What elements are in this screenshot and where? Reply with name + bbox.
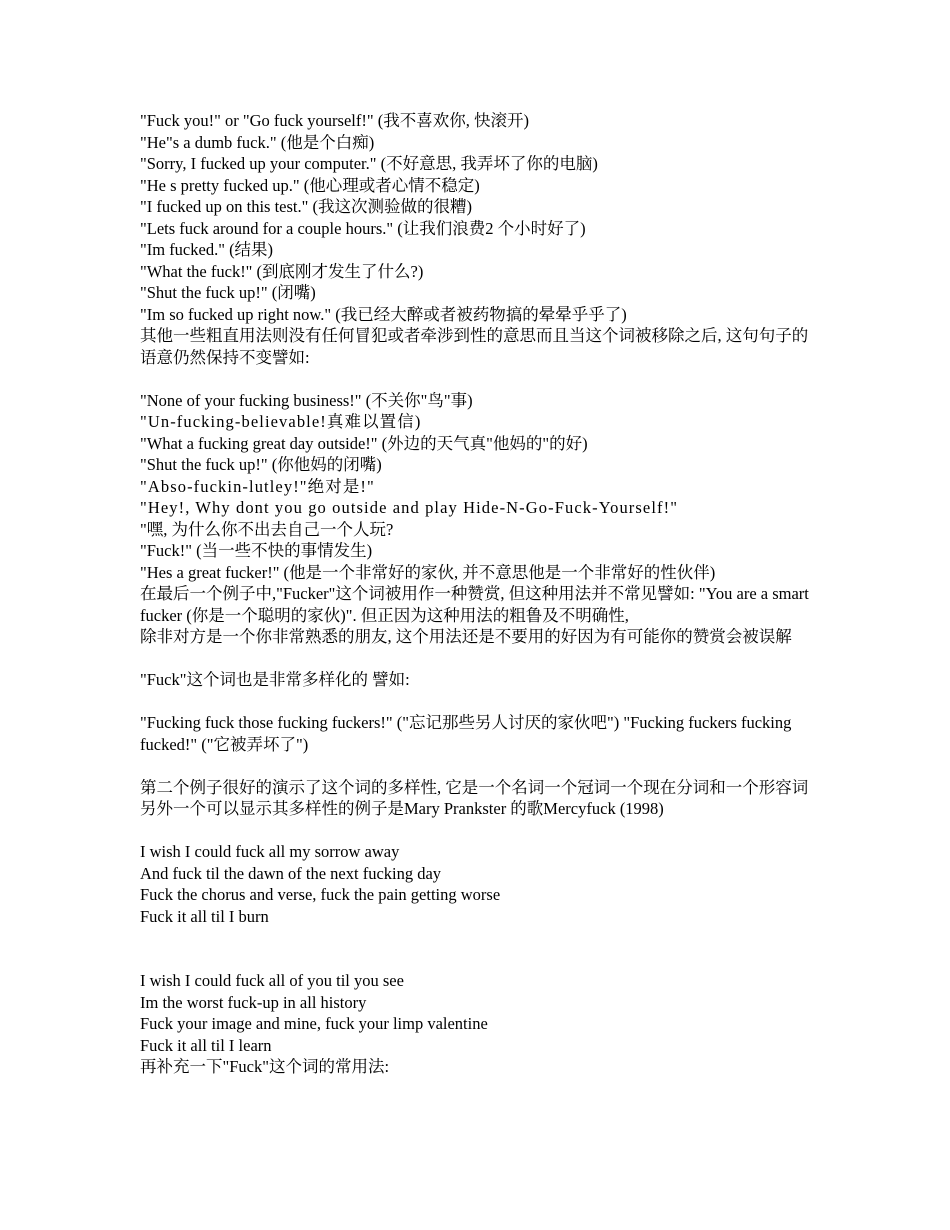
example-line: "Fuck you!" or "Go fuck yourself!" (我不喜欢你, 快滚开): [140, 111, 529, 130]
blank-line: [140, 368, 820, 390]
lyric-line: Fuck your image and mine, fuck your limp valentine: [140, 1014, 488, 1033]
example-line: "Sorry, I fucked up your computer." (不好意思, 我弄坏了你的电脑): [140, 154, 598, 173]
lyrics-verse-1: [140, 841, 820, 927]
lyric-line: And fuck til the dawn of the next fucking day: [140, 863, 442, 883]
lyric-line: Fuck the chorus and verse, fuck the pain getting worse: [140, 885, 501, 904]
blank-line: [140, 755, 820, 777]
explanation-paragraph-6: 第二个例子很好的演示了这个词的多样性, 它是一个名词一个冠词一个现在分词和一个形容词另外一个可以显示其多样性的例子是Mary Prankster 的歌Mercyfuck (1998): [140, 777, 809, 818]
example-line: "Un-fucking-believable!真难以置信): [140, 412, 422, 431]
explanation-paragraph-1: 其他一些粗直用法则没有任何冒犯或者牵涉到性的意思而且当这个词被移除之后, 这句句子的语意仍然保持不变譬如:: [140, 326, 809, 367]
example-line: "Fuck!" (当一些不快的事情发生): [140, 541, 373, 560]
example-line: "Hes a great fucker!" (他是一个非常好的家伙, 并不意思他是一个非常好的性伙伴): [140, 562, 716, 582]
lyric-line: Im the worst fuck-up in all history: [140, 992, 367, 1012]
example-line: "He s pretty fucked up." (他心理或者心情不稳定): [140, 175, 480, 195]
example-line: "Im so fucked up right now." (我已经大醉或者被药物搞的晕晕乎乎了): [140, 304, 627, 324]
closing-line: 再补充一下"Fuck"这个词的常用法:: [140, 1057, 390, 1076]
document-page: [140, 110, 820, 1078]
blank-line: [140, 648, 820, 670]
example-line: "Hey!, Why dont you go outside and play Hide-N-Go-Fuck-Yourself!": [140, 498, 679, 517]
example-line: "嘿, 为什么你不出去自己一个人玩?: [140, 519, 394, 539]
example-paragraph-5: "Fucking fuck those fucking fuckers!" ("忘记那些另人讨厌的家伙吧") "Fucking fuckers fucking fucked!" ("它被弄坏了"): [140, 713, 792, 754]
blank-lines: [140, 927, 820, 970]
blank-line: [140, 820, 820, 842]
example-line: "He"s a dumb fuck." (他是个白痴): [140, 132, 375, 152]
explanation-paragraph-2: 在最后一个例子中,"Fucker"这个词被用作一种赞赏, 但这种用法并不常见譬如: "You are a smart fucker (你是一个聪明的家伙)". 但正因为这种用法的粗鲁及不明确性,: [140, 584, 809, 625]
lyric-line: I wish I could fuck all my sorrow away: [140, 842, 400, 861]
lyrics-verse-2: [140, 970, 820, 1056]
examples-section-2: [140, 390, 820, 584]
explanation-paragraph-3: 除非对方是一个你非常熟悉的朋友, 这个用法还是不要用的好因为有可能你的赞赏会被误解: [140, 627, 792, 646]
example-line: "Im fucked." (结果): [140, 240, 274, 259]
examples-section-1: [140, 110, 820, 325]
lyric-line: Fuck it all til I learn: [140, 1035, 272, 1055]
example-line: "I fucked up on this test." (我这次测验做的很糟): [140, 197, 472, 216]
example-line: "Abso-fuckin-lutley!"绝对是!": [140, 476, 375, 496]
example-line: "What the fuck!" (到底刚才发生了什么?): [140, 261, 424, 281]
blank-line: [140, 691, 820, 713]
example-line: "Shut the fuck up!" (闭嘴): [140, 283, 316, 302]
lyric-line: Fuck it all til I burn: [140, 906, 269, 926]
example-line: "What a fucking great day outside!" (外边的天气真"他妈的"的好): [140, 433, 588, 453]
example-line: "Lets fuck around for a couple hours." (让我们浪费2 个小时好了): [140, 218, 586, 238]
example-line: "None of your fucking business!" (不关你"鸟"事): [140, 390, 473, 410]
explanation-paragraph-4: "Fuck"这个词也是非常多样化的 譬如:: [140, 670, 410, 689]
example-line: "Shut the fuck up!" (你他妈的闭嘴): [140, 455, 382, 474]
lyric-line: I wish I could fuck all of you til you see: [140, 971, 404, 990]
